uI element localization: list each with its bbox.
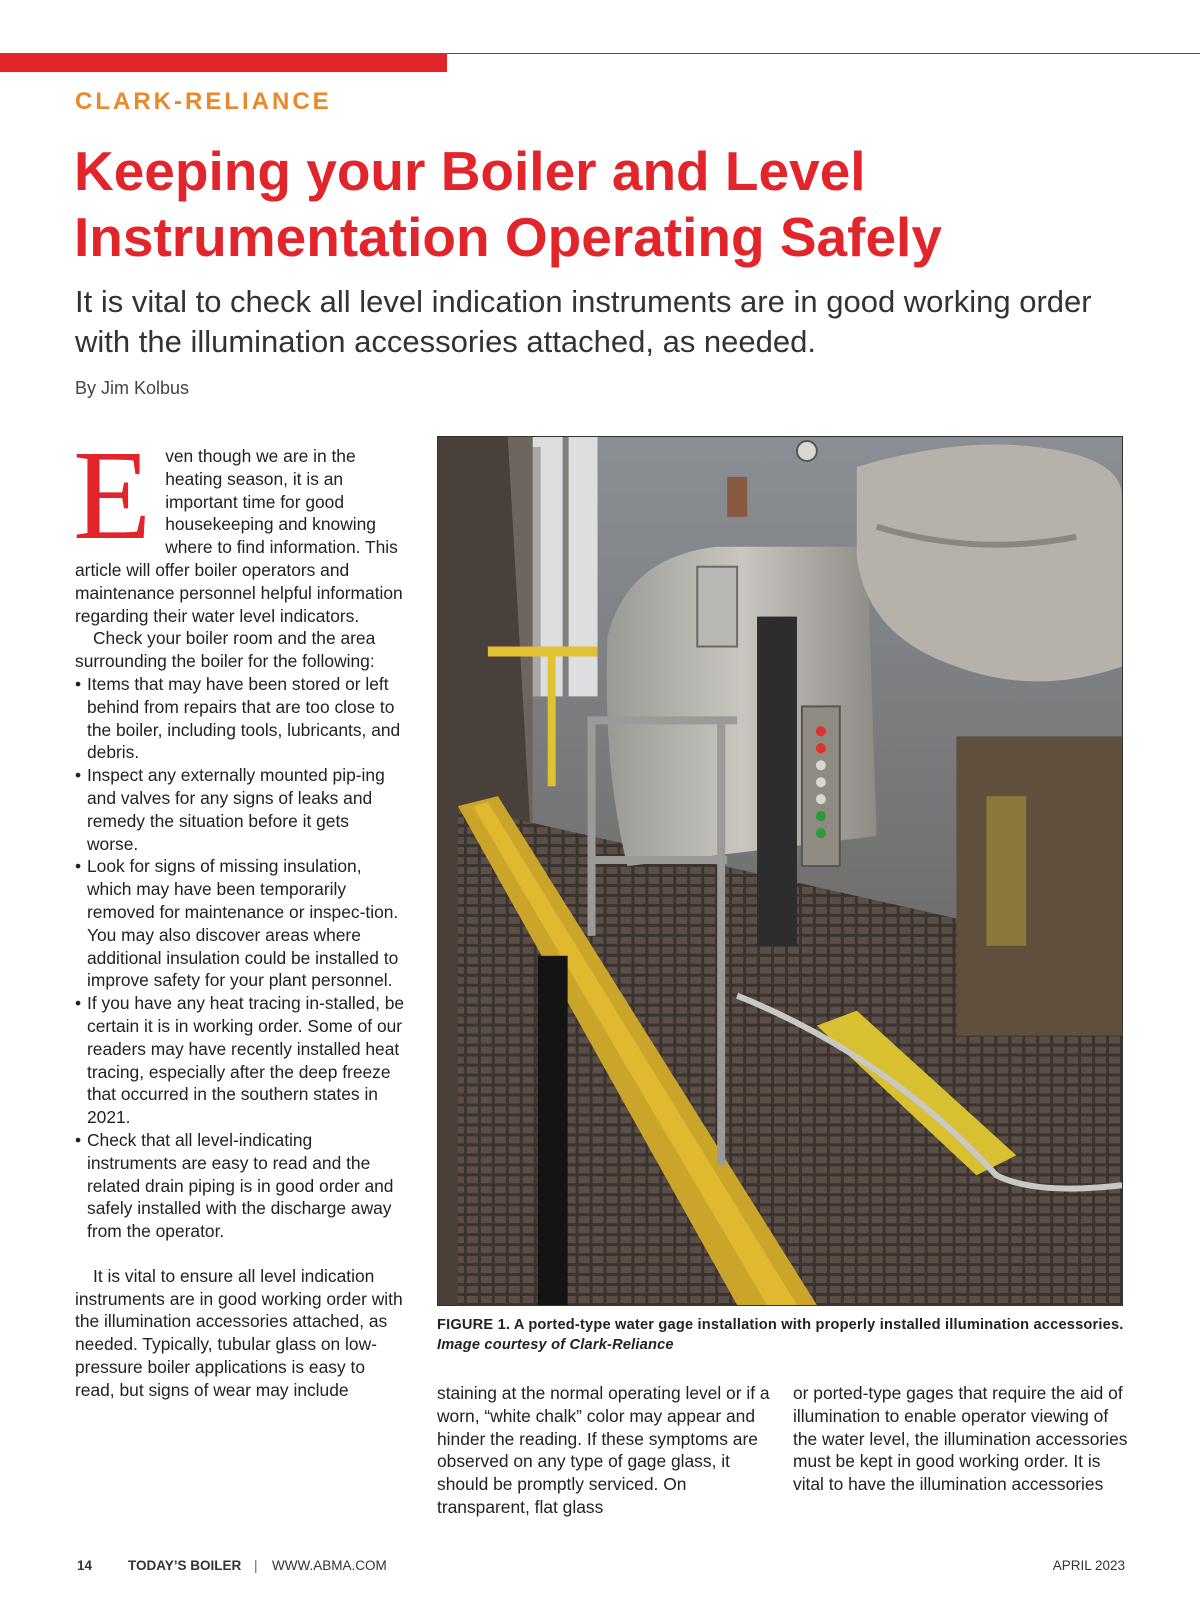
figure-photo [437, 436, 1123, 1306]
list-item: • Inspect any externally mounted pip-ing and valves for any signs of leaks and remedy the situation before it gets worse. [75, 764, 405, 855]
issue-date: APRIL 2023 [1052, 1558, 1125, 1573]
list-item: • Check that all level-indicating instruments are easy to read and the related drain piping is in good order and safely installed with the discharge away from the operator. [75, 1129, 405, 1243]
article-column-right [793, 1382, 1133, 1496]
page-number: 14 [77, 1558, 93, 1573]
checklist [75, 673, 405, 1243]
website-link[interactable]: WWW.ABMA.COM [272, 1558, 387, 1573]
byline: By Jim Kolbus [75, 378, 190, 398]
section-label: CLARK-RELIANCE [75, 88, 332, 115]
caption-text: FIGURE 1. A ported-type water gage installation with properly installed illumination accessories. [437, 1317, 1124, 1333]
list-item: • Items that may have been stored or left behind from repairs that are too close to the boiler, including tools, lubricants, and debris. [75, 673, 405, 764]
vital-paragraph: It is vital to ensure all level indication instruments are in good working order with the illumination accessories attached, as needed. Typically, tubular glass on low-pressure boiler applications is easy to read, but signs of wear may include [75, 1265, 403, 1400]
intro-paragraph: ven though we are in the heating season, it is an important time for good housekeeping and knowing where to find information. This article will offer boiler operators and maintenance personnel helpful information regarding their water level indicators. [75, 446, 403, 626]
header-accent-bar [0, 53, 447, 72]
caption-credit: Image courtesy of Clark-Reliance [437, 1337, 674, 1353]
list-item: • If you have any heat tracing in-stalled, be certain it is in working order. Some of our readers may have recently installed heat tracing, especially after the deep freeze that occurred in the southern states in 2021. [75, 992, 405, 1129]
list-item: • Look for signs of missing insulation, which may have been temporarily removed for maintenance or inspec-tion. You may also discover areas where additional insulation could be installed to improve safety for your plant personnel. [75, 855, 405, 992]
magazine-name: TODAY’S BOILER [128, 1558, 242, 1573]
article-column-left [73, 424, 405, 1402]
middle-paragraph: staining at the normal operating level or if a worn, “white chalk” color may appear and hinder the reading. If these symptoms are observed on any type of gage glass, it should be promptly serviced. On transparent, flat glass [437, 1383, 770, 1517]
boiler-room-photo [437, 436, 1123, 1306]
figure-caption [437, 1315, 1127, 1355]
article-column-middle [437, 1382, 777, 1519]
spacer [75, 1243, 405, 1265]
article-headline: Keeping your Boiler and Level Instrumentation Operating Safely [74, 140, 942, 268]
footer-separator: | [254, 1558, 258, 1573]
check-intro-paragraph: Check your boiler room and the area surrounding the boiler for the following: [75, 628, 376, 672]
right-paragraph: or ported-type gages that require the aid of illumination to enable operator viewing of the water level, the illumination accessories must be kept in good working order. It is vital to have the illumination accessories [793, 1383, 1128, 1495]
article-subhead: It is vital to check all level indication instruments are in good working order with the illumination accessories attached, as needed. [75, 284, 1092, 359]
drop-cap: E [73, 424, 152, 566]
